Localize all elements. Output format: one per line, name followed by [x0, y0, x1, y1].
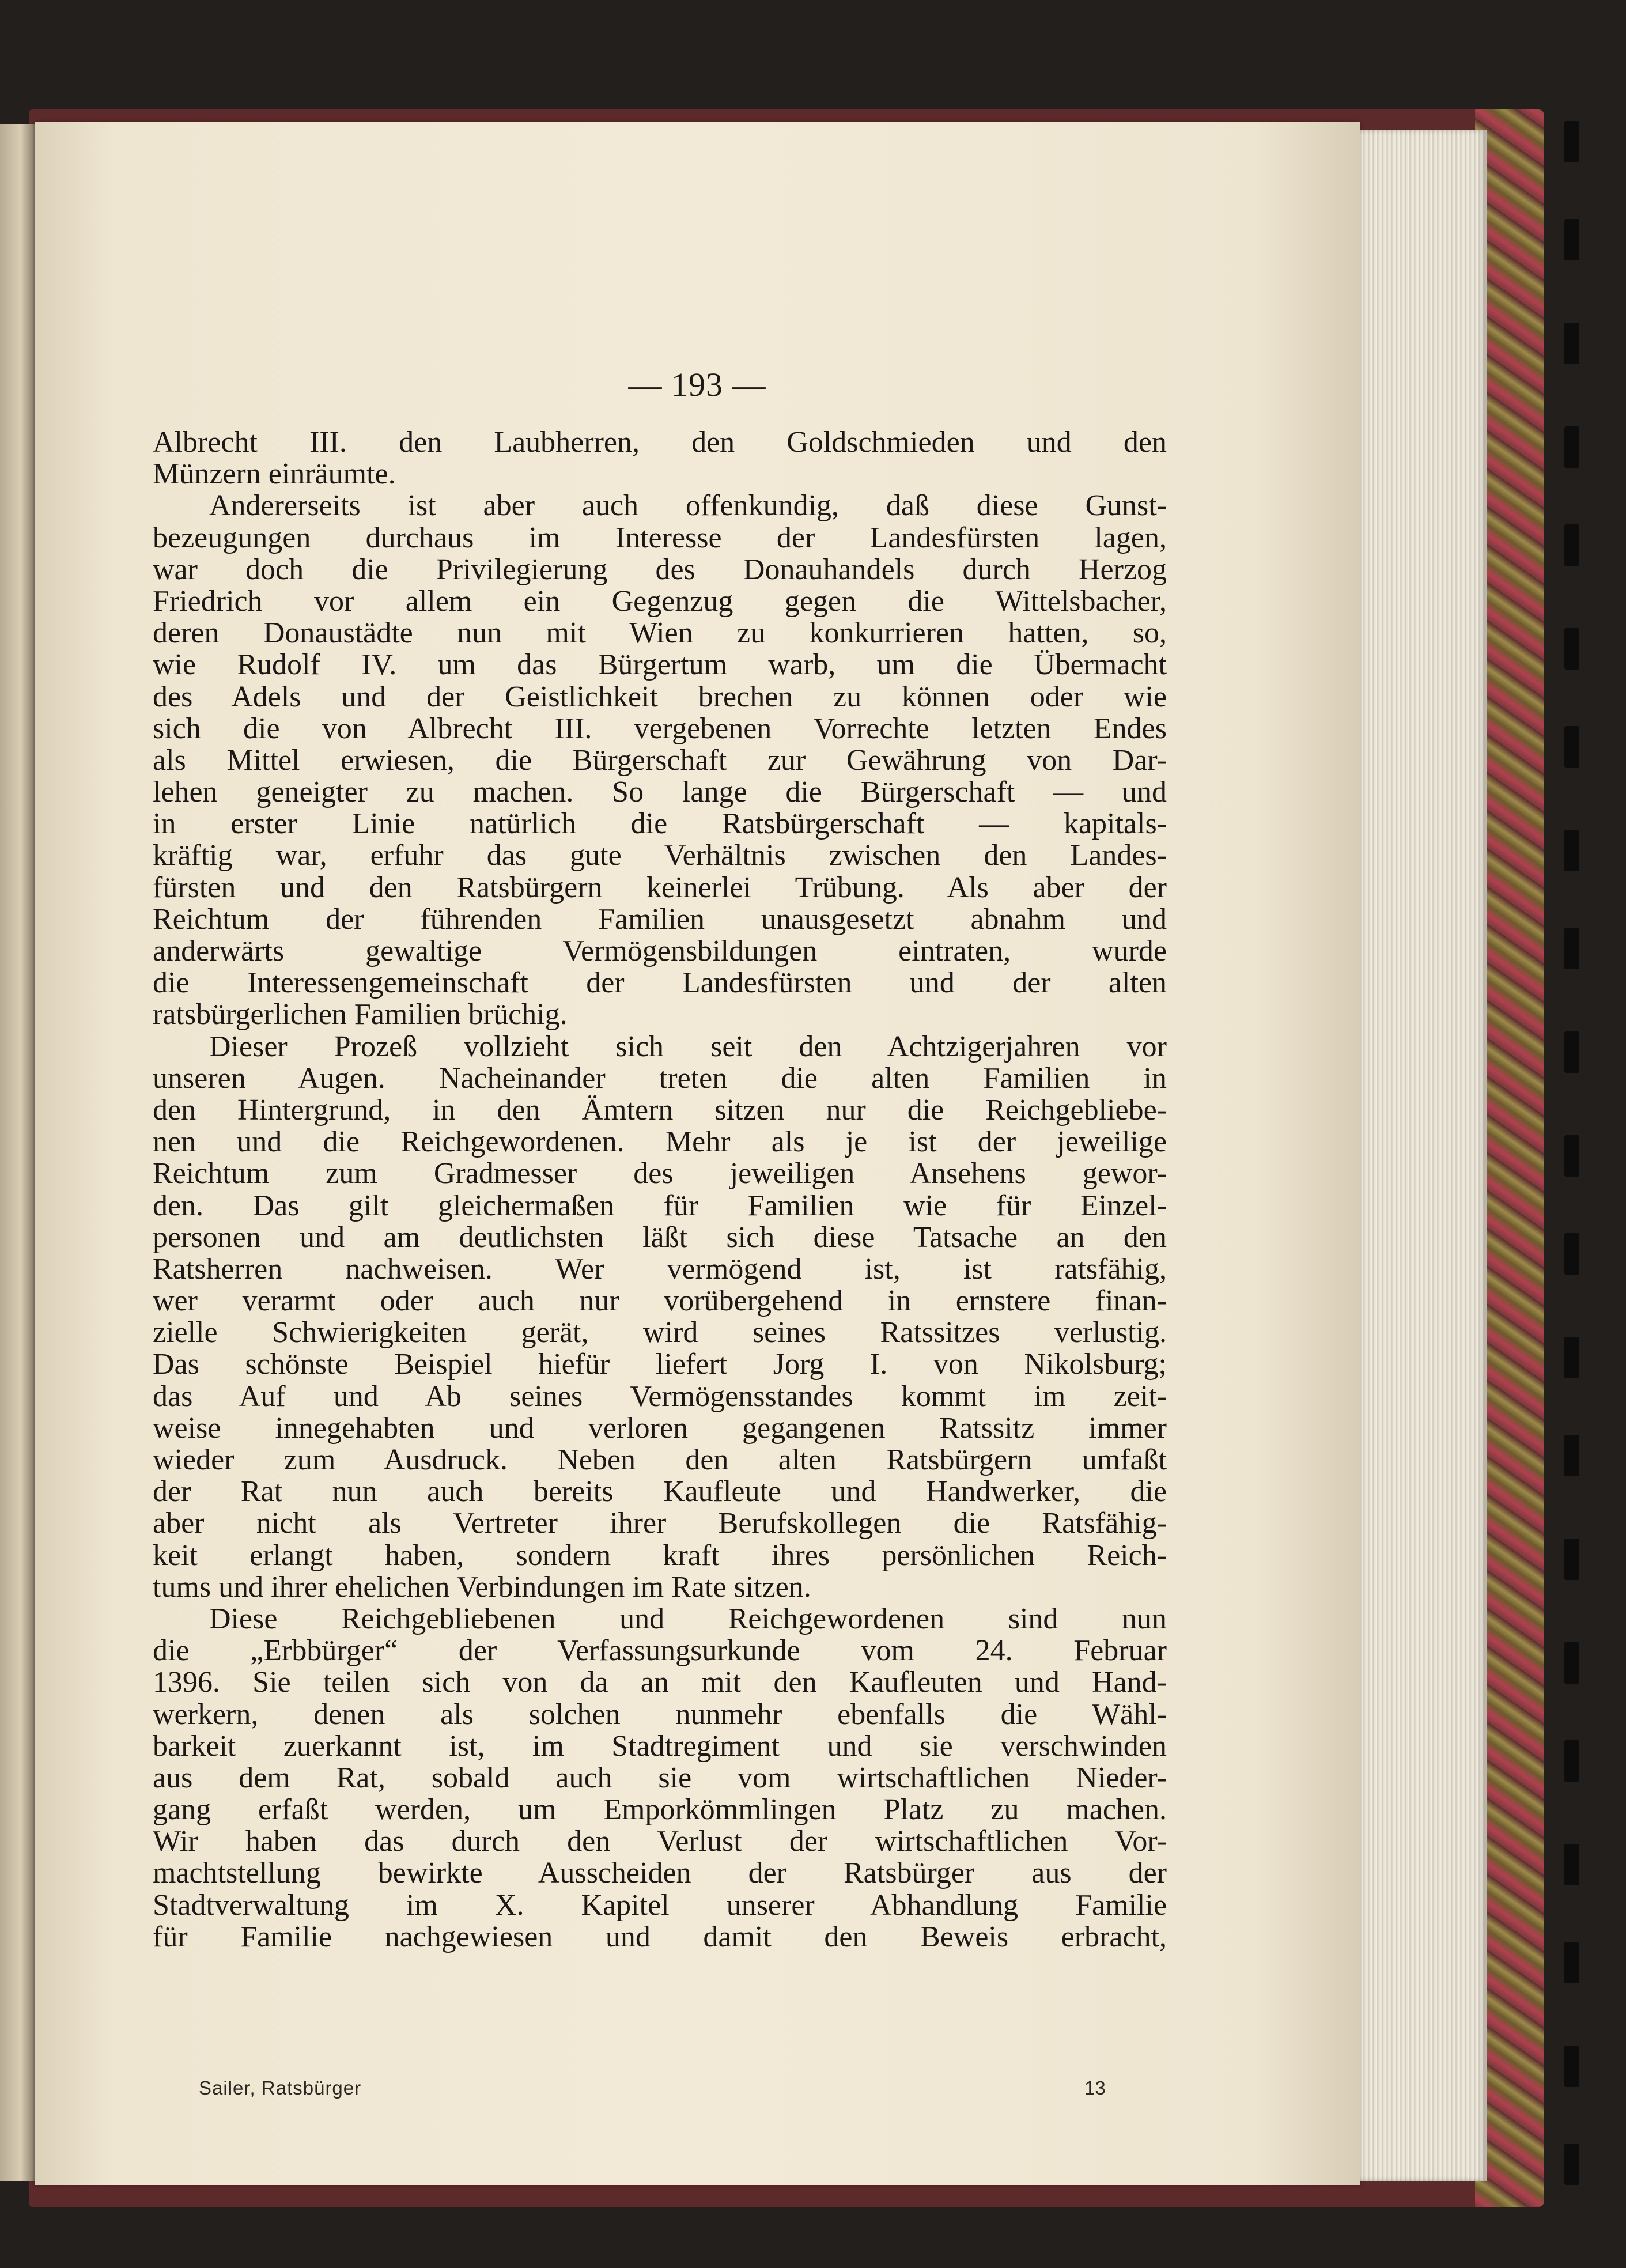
scale-mark	[1564, 1539, 1579, 1580]
text-line: als Mittel erwiesen, die Bürgerschaft zur Gewährung von Dar-	[153, 743, 1167, 777]
scale-mark	[1564, 830, 1579, 871]
text-line: Stadtverwaltung im X. Kapitel unserer Abhandlung Familie	[153, 1888, 1167, 1922]
scale-mark	[1564, 219, 1579, 260]
page-number: — 193 —	[628, 366, 766, 403]
text-line: den. Das gilt gleichermaßen für Familien wie für Einzel-	[153, 1189, 1167, 1222]
scale-mark	[1564, 928, 1579, 969]
scale-mark	[1564, 323, 1579, 364]
text-line: Ratsherren nachweisen. Wer vermögend ist, ist ratsfähig,	[153, 1252, 1167, 1286]
text-line: die „Erbbürger“ der Verfassungsurkunde vom 24. Februar	[153, 1634, 1167, 1668]
text-line: des Adels und der Geistlichkeit brechen zu können oder wie	[153, 680, 1167, 713]
scale-mark	[1564, 426, 1579, 468]
text-line: Wir haben das durch den Verlust der wirtschaftlichen Vor-	[153, 1825, 1167, 1858]
left-page-edge	[0, 124, 35, 2181]
text-line: fürsten und den Ratsbürgern keinerlei Trübung. Als aber der	[153, 871, 1167, 904]
scale-mark	[1564, 2046, 1579, 2087]
text-line: gang erfaßt werden, um Emporkömmlingen Platz zu machen.	[153, 1793, 1167, 1827]
text-line: Reichtum zum Gradmesser des jeweiligen Ansehens gewor-	[153, 1157, 1167, 1190]
text-line: Dieser Prozeß vollzieht sich seit den Achtzigerjahren vor	[209, 1030, 1167, 1063]
text-line: war doch die Privilegierung des Donauhandels durch Herzog	[153, 553, 1167, 586]
footer-signature-number: 13	[1084, 2077, 1106, 2099]
text-line: das Auf und Ab seines Vermögensstandes kommt im zeit-	[153, 1379, 1167, 1413]
text-line: aber nicht als Vertreter ihrer Berufskollegen die Ratsfähig-	[153, 1507, 1167, 1540]
scale-mark	[1564, 1844, 1579, 1885]
text-line: Andererseits ist aber auch offenkundig, daß diese Gunst-	[209, 489, 1167, 523]
text-line: personen und am deutlichsten läßt sich diese Tatsache an den	[153, 1220, 1167, 1254]
scale-mark	[1564, 1740, 1579, 1782]
text-line: keit erlangt haben, sondern kraft ihres persönlichen Reich-	[153, 1539, 1167, 1572]
scale-mark	[1564, 1942, 1579, 1983]
scale-mark	[1564, 1337, 1579, 1378]
footer-signature-label: Sailer, Ratsbürger	[199, 2077, 362, 2099]
text-line: zielle Schwierigkeiten gerät, wird seines Ratssitzes verlustig.	[153, 1316, 1167, 1350]
text-line: deren Donaustädte nun mit Wien zu konkurrieren hatten, so,	[153, 617, 1167, 650]
text-line: Das schönste Beispiel hiefür liefert Jorg I. von Nikolsburg;	[153, 1348, 1167, 1381]
text-line: für Familie nachgewiesen und damit den Beweis erbracht,	[153, 1920, 1167, 1953]
text-line: bezeugungen durchaus im Interesse der Landesfürsten lagen,	[153, 521, 1167, 554]
text-line: ratsbürgerlichen Familien brüchig.	[153, 998, 568, 1031]
text-line: tums und ihrer ehelichen Verbindungen im Rate sitzen.	[153, 1570, 811, 1604]
text-line: weise innegehabten und verloren gegangenen Ratssitz immer	[153, 1411, 1167, 1445]
text-line: nen und die Reichgewordenen. Mehr als je ist der jeweilige	[153, 1125, 1167, 1159]
text-line: barkeit zuerkannt ist, im Stadtregiment und sie verschwinden	[153, 1729, 1167, 1763]
text-line: Münzern einräumte.	[153, 458, 396, 491]
text-line: Albrecht III. den Laubherren, den Goldschmieden und den	[153, 426, 1167, 459]
text-line: aus dem Rat, sobald auch sie vom wirtschaftlichen Nieder-	[153, 1761, 1167, 1794]
scale-mark	[1564, 121, 1579, 162]
text-line: wie Rudolf IV. um das Bürgertum warb, um die Übermacht	[153, 648, 1167, 682]
book-page	[35, 122, 1360, 2185]
text-line: lehen geneigter zu machen. So lange die Bürgerschaft — und	[153, 776, 1167, 809]
text-line: werkern, denen als solchen nunmehr ebenfalls die Wähl-	[153, 1698, 1167, 1731]
text-line: anderwärts gewaltige Vermögensbildungen eintraten, wurde	[153, 935, 1167, 967]
text-line: Friedrich vor allem ein Gegenzug gegen die Wittelsbacher,	[153, 584, 1167, 618]
text-line: machtstellung bewirkte Ausscheiden der Ratsbürger aus der	[153, 1857, 1167, 1890]
text-line: die Interessengemeinschaft der Landesfürsten und der alten	[153, 966, 1167, 1000]
text-line: wer verarmt oder auch nur vorübergehend in ernstere finan-	[153, 1284, 1167, 1318]
scale-marks	[1564, 121, 1582, 2265]
scale-mark	[1564, 628, 1579, 670]
scale-mark	[1564, 1435, 1579, 1476]
body-text	[153, 426, 1167, 1953]
text-line: Diese Reichgebliebenen und Reichgewordenen sind nun	[209, 1602, 1167, 1635]
scale-mark	[1564, 1135, 1579, 1177]
text-line: wieder zum Ausdruck. Neben den alten Ratsbürgern umfaßt	[153, 1443, 1167, 1476]
text-line: den Hintergrund, in den Ämtern sitzen nur die Reichgebliebe-	[153, 1093, 1167, 1127]
page-stack-edge	[1343, 130, 1487, 2181]
text-line: Reichtum der führenden Familien unausgesetzt abnahm und	[153, 902, 1167, 936]
text-line: unseren Augen. Nacheinander treten die alten Familien in	[153, 1061, 1167, 1095]
text-line: der Rat nun auch bereits Kaufleute und Handwerker, die	[153, 1475, 1167, 1509]
scale-mark	[1564, 1642, 1579, 1684]
scale-mark	[1564, 1233, 1579, 1275]
text-line: sich die von Albrecht III. vergebenen Vorrechte letzten Endes	[153, 712, 1167, 745]
scale-mark	[1564, 524, 1579, 566]
scale-mark	[1564, 1031, 1579, 1073]
text-line: in erster Linie natürlich die Ratsbürgerschaft — kapitals-	[153, 807, 1167, 841]
text-line: kräftig war, erfuhr das gute Verhältnis zwischen den Landes-	[153, 839, 1167, 872]
scale-mark	[1564, 2144, 1579, 2185]
scale-mark	[1564, 726, 1579, 768]
text-line: 1396. Sie teilen sich von da an mit den Kaufleuten und Hand-	[153, 1666, 1167, 1699]
